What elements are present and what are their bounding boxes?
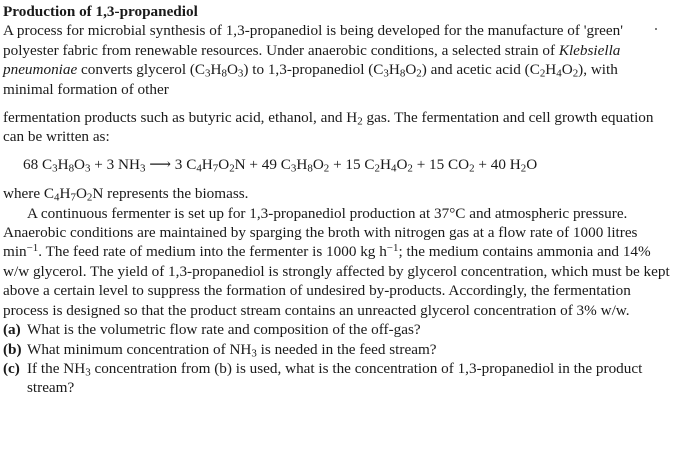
subscript: 3 (237, 67, 244, 80)
subscript: 3 (251, 347, 257, 360)
eq-term: O (218, 155, 230, 173)
intro-text: ) and acetic acid (C (421, 61, 540, 79)
eq-term: H (296, 155, 308, 173)
question-label: (c) (3, 359, 20, 377)
eq-term: + 15 C (329, 155, 375, 173)
subscript: 3 (383, 67, 389, 80)
subscript: 3 (205, 67, 211, 80)
subscript: 3 (85, 162, 91, 175)
eq-term: 68 C (23, 155, 53, 173)
process-text: ; the medium contains ammonia and 14% w/w glycerol. The yield of 1,3-propanediol is strongly affected by glycerol concentration, which must be kept above a certain level to suppress the formation of undesired by-products. Accordingly, the fermentation process is designed so that the product stream contains an unreacted glycerol concentration of 3% w/w. (3, 243, 670, 319)
question-label: (b) (3, 340, 22, 358)
subscript: 8 (307, 162, 313, 175)
document-title: Production of 1,3-propanediol (3, 3, 198, 20)
subscript: 7 (70, 191, 76, 204)
intro-text: H (388, 61, 400, 79)
subscript: 4 (54, 191, 60, 204)
process-text: . The feed rate of medium into the fermenter is 1000 kg h (38, 243, 387, 261)
biomass-line (3, 184, 671, 203)
fermentation-text: fermentation products such as butyric acid, ethanol, and H (3, 109, 358, 127)
intro-text: ), with minimal formation of other (3, 61, 618, 98)
biomass-text: O (75, 185, 87, 203)
intro-paragraph (3, 21, 671, 99)
biomass-text: H (59, 185, 71, 203)
subscript: 2 (520, 162, 527, 175)
eq-term: ⟶ 3 C (145, 155, 197, 173)
subscript: 2 (572, 67, 579, 80)
question-text: What is the volumetric flow rate and composition of the off-gas? (27, 321, 421, 339)
subscript: 8 (399, 67, 406, 80)
question-text: If the NH (27, 359, 86, 377)
subscript: 4 (390, 162, 397, 175)
biomass-text: where C (3, 185, 55, 203)
question-text: concentration from (b) is used, what is the concentration of 1,3-propanediol in the product stream? (27, 359, 643, 397)
subscript: 4 (556, 67, 562, 80)
eq-term: H (57, 155, 69, 173)
superscript: −1 (26, 242, 39, 255)
intro-text: A process for microbial synthesis of 1,3-propanediol is being developed for the manufacture of 'green' polyester fabric from renewable resources. Under anaerobic conditions, a selected strain of (3, 22, 623, 59)
eq-term: + 40 H (474, 155, 521, 173)
eq-term: O (396, 155, 408, 173)
subscript: 2 (229, 162, 235, 175)
subscript: 3 (52, 162, 58, 175)
question-item (3, 340, 671, 359)
intro-text: O (405, 61, 417, 79)
subscript: 3 (290, 162, 297, 175)
subscript: 2 (539, 67, 546, 80)
intro-text: converts glycerol (C (77, 61, 206, 79)
intro-text: H (545, 61, 557, 79)
subscript: 3 (139, 162, 146, 175)
subscript: 7 (212, 162, 219, 175)
spacer (3, 99, 671, 108)
eq-term: H (380, 155, 391, 173)
fermentation-paragraph (3, 108, 671, 147)
organism-name: Klebsiella pneumoniae (3, 41, 621, 79)
subscript: 2 (407, 162, 413, 175)
subscript: 8 (68, 162, 75, 175)
subscript: 8 (221, 67, 227, 80)
intro-text: ) to 1,3-propanediol (C (243, 61, 384, 79)
eq-term: O (526, 155, 538, 173)
question-text: is needed in the feed stream? (256, 340, 437, 358)
scan-speck (655, 28, 657, 30)
biomass-text: N represents the biomass. (92, 185, 249, 203)
process-text: A continuous fermenter is set up for 1,3-propanediol production at 37°C and atmospheric pressure. Anaerobic conditions are maintained by sparging the broth with nitrogen gas at a flow rate of 1000 litres min (3, 204, 638, 261)
growth-equation (23, 155, 671, 174)
subscript: 2 (86, 191, 93, 204)
subscript: 2 (357, 115, 363, 128)
question-item (3, 320, 671, 339)
intro-text: H (210, 61, 222, 79)
superscript: −1 (386, 242, 399, 255)
eq-term: + 3 NH (90, 155, 140, 173)
subscript: 3 (85, 366, 91, 379)
eq-term: O (312, 155, 324, 173)
subscript: 2 (323, 162, 330, 175)
eq-term: + 15 CO (412, 155, 470, 173)
subscript: 2 (374, 162, 381, 175)
question-label: (a) (3, 321, 21, 339)
process-paragraph (3, 204, 671, 320)
subscript: 2 (416, 67, 422, 80)
question-item (3, 359, 671, 398)
subscript: 4 (196, 162, 202, 175)
eq-term: N + 49 C (234, 155, 291, 173)
question-list (3, 320, 671, 398)
subscript: 2 (469, 162, 475, 175)
intro-text: O (226, 61, 238, 79)
question-text: What minimum concentration of NH (27, 340, 252, 358)
fermentation-text: gas. The fermentation and cell growth equation can be written as: (3, 109, 654, 146)
intro-text: O (561, 61, 573, 79)
eq-term: O (74, 155, 85, 173)
eq-term: H (201, 155, 213, 173)
document-page (3, 2, 671, 398)
